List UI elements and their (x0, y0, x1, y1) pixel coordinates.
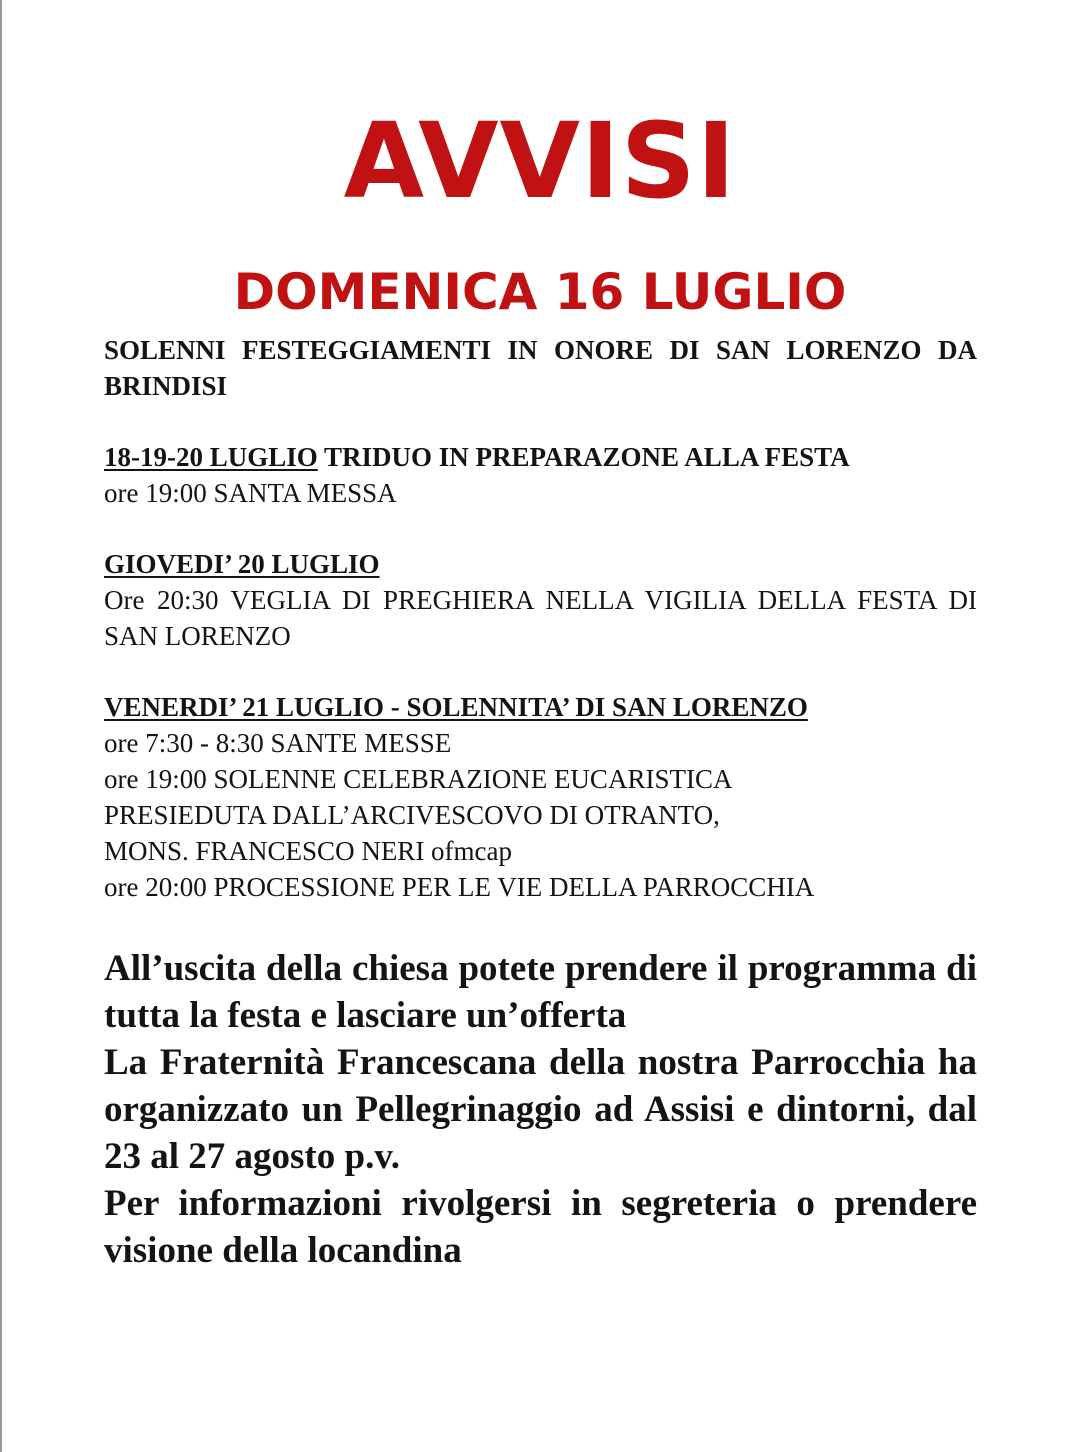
date-heading: DOMENICA 16 LUGLIO (233, 263, 847, 321)
notice-informazioni: Per informazioni rivolgersi in segreteria o prendere visione della locandina (104, 1183, 977, 1271)
venerdi-line: PRESIEDUTA DALL’ARCIVESCOVO DI OTRANTO, (104, 800, 720, 830)
notice-programma: All’uscita della chiesa potete prendere il programma di tutta la festa e lasciare un’offerta (104, 948, 977, 1036)
spacer (104, 905, 977, 945)
notice-pellegrinaggio: La Fraternità Francescana della nostra Parrocchia ha organizzato un Pellegrinaggio ad Assisi e dintorni, dal 23 al 27 agosto p.v. (104, 1042, 977, 1177)
triduo-detail: ore 19:00 SANTA MESSA (104, 478, 397, 508)
triduo-title: TRIDUO IN PREPARAZONE ALLA FESTA (317, 442, 850, 472)
spacer (104, 404, 977, 439)
venerdi-line: ore 19:00 SOLENNE CELEBRAZIONE EUCARISTICA (104, 764, 733, 794)
festivity-intro: SOLENNI FESTEGGIAMENTI IN ONORE DI SAN LORENZO DA BRINDISI (104, 335, 977, 401)
venerdi-line: ore 7:30 - 8:30 SANTE MESSE (104, 728, 452, 758)
giovedi-detail: Ore 20:30 VEGLIA DI PREGHIERA NELLA VIGILIA DELLA FESTA DI SAN LORENZO (104, 585, 977, 651)
venerdi-line: MONS. FRANCESCO NERI ofmcap (104, 836, 513, 866)
venerdi-line: ore 20:00 PROCESSIONE PER LE VIE DELLA PARROCCHIA (104, 872, 815, 902)
giovedi-heading-text: GIOVEDI’ 20 LUGLIO (104, 549, 380, 579)
spacer (104, 511, 977, 546)
venerdi-heading-text: VENERDI’ 21 LUGLIO - SOLENNITA’ DI SAN LORENZO (104, 692, 808, 722)
notice-body (104, 332, 977, 1274)
triduo-heading (104, 439, 977, 475)
triduo-dates: 18-19-20 LUGLIO (104, 442, 318, 472)
venerdi-heading (104, 689, 977, 725)
giovedi-heading (104, 546, 977, 582)
page-title: AVVISI (343, 100, 737, 222)
spacer (104, 654, 977, 689)
